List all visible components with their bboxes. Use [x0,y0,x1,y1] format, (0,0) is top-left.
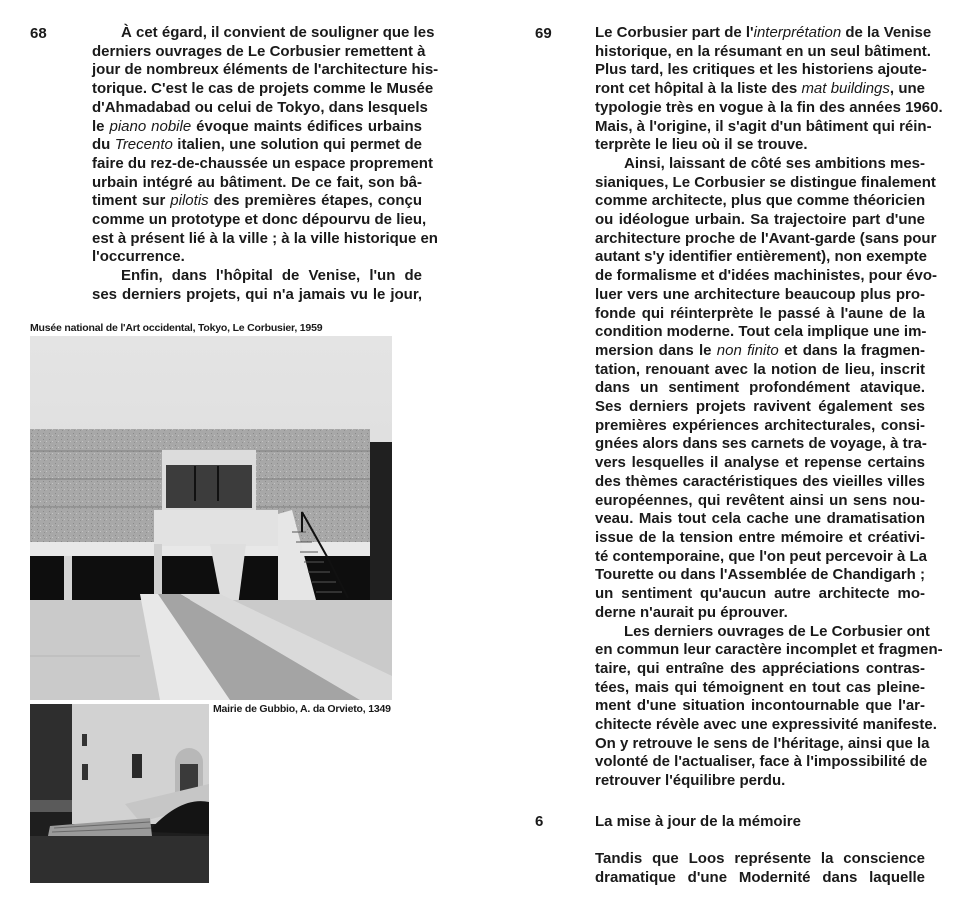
section-number: 6 [535,813,544,830]
text-line: du Trecento italien, une solution qui permet de [92,136,422,154]
text-line: luer vers une architecture beaucoup plus pro- [595,285,925,303]
text-line: typologie très en vogue à la fin des années 1960. [595,98,943,116]
text-line: Enfin, dans l'hôpital de Venise, l'un de [121,267,422,285]
paragraph [92,24,439,267]
paragraph [595,24,943,155]
text-line: d'Ahmadabad ou celui de Tokyo, dans lesquels [92,98,428,116]
text-line: des thèmes caractéristiques des vieilles villes [595,472,925,490]
text-line: vers lesquelles il analyse et repense certains [595,454,925,472]
text-line: terprète le lieu où il se trouve. [595,136,808,154]
tokyo-museum-image [30,336,392,700]
text-line: volonté de l'actualiser, face à l'impossibilité de [595,753,928,771]
text-line: ront cet hôpital à la liste des mat buildings, une [595,80,925,98]
text-line: Tandis que Loos représente la conscience [595,850,925,867]
text-line: Ainsi, laissant de côté ses ambitions mes- [624,154,925,172]
text-line: veau. Mais tout cela cache une dramatisation [595,510,925,528]
text-line: gnées alors dans ses carnets de voyage, à tra- [595,435,927,453]
text-line: dramatique d'une Modernité dans laquelle [595,868,925,886]
text-line: en commun leur caractère incomplet et fragmen- [595,641,943,659]
gubbio-town-hall-image [30,704,209,883]
text-line: chitecte révèle avec une expressivité manifeste. [595,716,937,734]
text-line: Le Corbusier part de l'interprétation de la Venise [595,24,932,41]
text-line: On y retrouve le sens de l'héritage, ainsi que la [595,734,930,752]
text-line: architecture proche de l'Avant-garde (sans pour [595,229,937,247]
text-line: Les derniers ouvrages de Le Corbusier ont [624,622,930,640]
text-line: de formalisme et d'idées machinistes, pour évo- [595,267,938,285]
figure-caption-tokyo: Musée national de l'Art occidental, Tokyo, Le Corbusier, 1959 [30,322,323,334]
page-number-right: 69 [535,25,552,42]
section-title: La mise à jour de la mémoire [595,813,801,830]
italic-term: pilotis [170,192,209,210]
photo-tokyo-museum [30,336,392,700]
text-line: historique, en la résumant en un seul bâtiment. [595,42,931,60]
italic-term: non finito [716,341,779,359]
left-body-text [92,24,439,305]
text-line: tation, renouant avec la notion de lieu, inscrit [595,360,925,378]
text-line: premières expériences architecturales, consi- [595,416,925,434]
paragraph [92,267,422,304]
text-line: retrouver l'équilibre perdu. [595,772,786,790]
text-line: comme architecte, plus que comme théoricien [595,192,926,210]
italic-term: interprétation [753,24,842,41]
photo-gubbio-town-hall [30,704,209,883]
text-line: Plus tard, les critiques et les historiens ajoute- [595,61,927,79]
text-line: sianiques, Le Corbusier se distingue finalement [595,173,936,191]
text-line: européennes, qui revêtent ainsi un sens nou- [595,491,925,509]
right-body-text [595,24,943,791]
text-line: autant s'y identifier entièrement), non exempte [595,248,927,266]
right-section-body [595,850,925,887]
paragraph [595,850,925,887]
text-line: urbain intégré au bâtiment. De ce fait, son bâ- [92,173,422,191]
text-line: fonde qui réinterprète le passé à l'aune de la [595,304,925,322]
text-line: ment d'une situation incontournable que l'ar- [595,697,925,715]
text-line: té contemporaine, que l'on peut percevoir à La [595,547,927,565]
text-line: un sentiment qu'aucun autre architecte mo- [595,585,925,603]
text-line: le piano nobile évoque maints édifices urbains [92,117,422,135]
text-line: comme un prototype et donc dépourvu de lieu, [92,211,427,229]
text-line: condition moderne. Tout cela implique une im- [595,323,927,341]
figure-caption-gubbio: Mairie de Gubbio, A. da Orvieto, 1349 [213,703,391,715]
italic-term: Trecento [114,136,173,154]
paragraph [595,154,938,623]
text-line: tées, mais qui témoignent en tout cas pleine- [595,678,925,696]
text-line: issue de la tension entre mémoire et créativi- [595,528,925,546]
text-line: l'occurrence. [92,248,185,266]
text-line: taire, qui entraîne des appréciations contras- [595,659,925,677]
text-line: ou idéologue urbain. Sa trajectoire part d'une [595,211,925,229]
text-line: dans un sentiment profondément atavique. [595,379,925,397]
text-line: À cet égard, il convient de souligner que les [121,24,435,41]
paragraph [595,622,943,791]
page-number-left: 68 [30,25,47,42]
text-line: faire du rez-de-chaussée un espace proprement [92,154,433,172]
text-line: Mais, à l'origine, il s'agit d'un bâtiment qui réin- [595,117,932,135]
italic-term: piano nobile [109,117,192,135]
text-line: derniers ouvrages de Le Corbusier remettent à [92,42,426,60]
text-line: timent sur pilotis des premières étapes, conçu [92,192,422,210]
text-line: derne n'aurait pu éprouver. [595,603,788,621]
italic-term: mat buildings [801,80,890,98]
text-line: ses derniers projets, qui n'a jamais vu le jour, [92,285,422,303]
text-line: torique. C'est le cas de projets comme le Musée [92,80,434,98]
text-line: Tourette ou dans l'Assemblée de Chandigarh ; [595,566,926,584]
text-line: Ses derniers projets ravivent également ses [595,398,925,416]
text-line: jour de nombreux éléments de l'architecture his- [92,61,439,79]
text-line: mersion dans le non finito et dans la fragmen- [595,341,925,359]
text-line: est à présent lié à la ville ; à la ville historique en [92,229,438,247]
